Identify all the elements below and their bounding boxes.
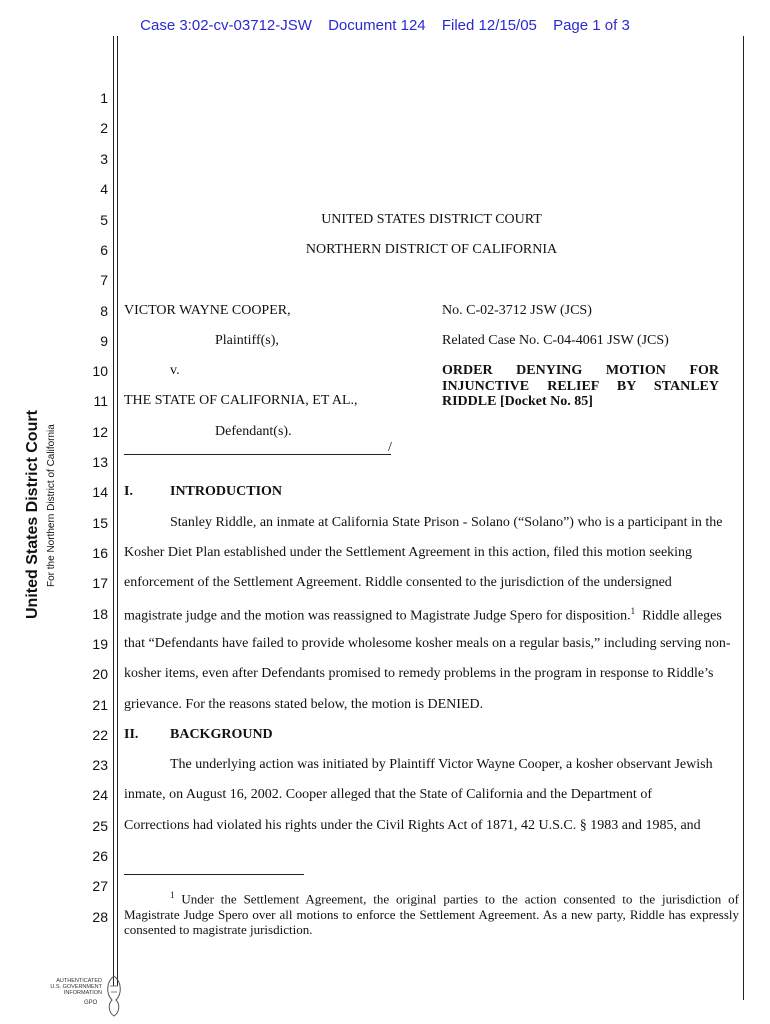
line-number: 26	[92, 848, 108, 864]
seal-line: U.S. GOVERNMENT	[50, 984, 102, 990]
line-number: 1	[100, 90, 108, 106]
court-name: UNITED STATES DISTRICT COURT	[321, 212, 542, 227]
line-number: 24	[92, 787, 108, 803]
defendant-name: THE STATE OF CALIFORNIA, ET AL.,	[124, 393, 358, 408]
line-number: 7	[100, 272, 108, 288]
seal-text	[44, 978, 102, 996]
line-number: 21	[92, 697, 108, 713]
body-line: Stanley Riddle, an inmate at California State Prison - Solano (“Solano”) who is a participant in the	[170, 515, 723, 530]
seal-mark: GPO	[84, 1000, 98, 1006]
gpo-seal	[44, 974, 126, 1018]
body-line: Kosher Diet Plan established under the Settlement Agreement in this action, filed this motion seeking	[124, 545, 693, 560]
line-number: 13	[92, 454, 108, 470]
line-number: 5	[100, 212, 108, 228]
line-number: 25	[92, 818, 108, 834]
page-indicator: Page 1 of 3	[553, 17, 630, 34]
section-number: II.	[124, 727, 139, 742]
section-title: INTRODUCTION	[170, 484, 283, 499]
caption-divider	[124, 454, 391, 455]
caption-slash: /	[388, 440, 392, 455]
line-number: 22	[92, 727, 108, 743]
sidebar-district: For the Northern District of California	[46, 424, 57, 587]
order-title: ORDER DENYING MOTION FOR INJUNCTIVE RELIEF BY STANLEY RIDDLE [Docket No. 85]	[442, 363, 719, 409]
section-title: BACKGROUND	[170, 727, 273, 742]
seal-line: AUTHENTICATED	[56, 978, 102, 984]
body-line: enforcement of the Settlement Agreement. Riddle consented to the jurisdiction of the undersigned	[124, 575, 672, 590]
plaintiff-name: VICTOR WAYNE COOPER,	[124, 303, 291, 318]
body-line	[124, 606, 739, 625]
line-number: 20	[92, 666, 108, 682]
footnote-number: 1	[170, 890, 175, 900]
court-district: NORTHERN DISTRICT OF CALIFORNIA	[305, 242, 558, 257]
footnote-ref: 1	[630, 606, 636, 616]
line-number: 11	[93, 393, 108, 409]
body-line: kosher items, even after Defendants promised to remedy problems in the program in response to Riddle’s	[124, 666, 714, 681]
footnote-divider	[124, 874, 304, 875]
body-text: Riddle alleges	[642, 608, 722, 624]
line-number: 8	[100, 303, 108, 319]
footnote	[124, 888, 739, 938]
document-number: Document 124	[328, 17, 426, 34]
related-case: Related Case No. C-04-4061 JSW (JCS)	[442, 333, 669, 348]
body-line: The underlying action was initiated by Plaintiff Victor Wayne Cooper, a kosher observant Jewish	[170, 757, 713, 772]
line-number: 15	[92, 515, 108, 531]
body-line: inmate, on August 16, 2002. Cooper alleged that the State of California and the Department of	[124, 787, 652, 802]
line-number: 16	[92, 545, 108, 561]
eagle-icon	[102, 974, 126, 1018]
body-line: grievance. For the reasons stated below, the motion is DENIED.	[124, 697, 484, 712]
left-margin-rule-inner	[117, 36, 118, 986]
line-number: 17	[92, 575, 108, 591]
line-number: 10	[92, 363, 108, 379]
versus: v.	[170, 363, 180, 378]
case-number: Case 3:02-cv-03712-JSW	[140, 17, 312, 34]
seal-line: INFORMATION	[63, 990, 102, 996]
line-number: 18	[92, 606, 108, 622]
body-line: that “Defendants have failed to provide wholesome kosher meals on a regular basis,” including serving non-	[124, 636, 731, 651]
sidebar-court-name: United States District Court	[24, 410, 41, 619]
footnote-text: Under the Settlement Agreement, the original parties to the action consented to the jurisdiction of Magistrate Judge Spero over all motions to enforce the Settlement Agreement. As a new party, Riddle has expressly consented to magistrate jurisdiction.	[124, 891, 740, 938]
body-line: Corrections had violated his rights under the Civil Rights Act of 1871, 42 U.S.C. § 1983 and 1985, and	[124, 818, 701, 833]
line-number: 9	[100, 333, 108, 349]
filed-date: Filed 12/15/05	[441, 17, 537, 34]
defendant-role: Defendant(s).	[215, 424, 292, 439]
line-number: 12	[92, 424, 108, 440]
line-number: 4	[100, 181, 108, 197]
line-number: 19	[92, 636, 108, 652]
plaintiff-role: Plaintiff(s),	[215, 333, 279, 348]
left-margin-rule	[113, 36, 114, 986]
line-number: 2	[100, 120, 108, 136]
line-number: 6	[100, 242, 108, 258]
case-number-caption: No. C-02-3712 JSW (JCS)	[442, 303, 592, 318]
line-number: 14	[92, 484, 108, 500]
body-text: magistrate judge and the motion was reassigned to Magistrate Judge Spero for disposition.	[124, 608, 631, 624]
section-number: I.	[124, 484, 133, 499]
line-number: 28	[92, 909, 108, 925]
line-number: 3	[100, 151, 108, 167]
filing-header	[0, 17, 770, 34]
line-number: 27	[92, 878, 108, 894]
line-number: 23	[92, 757, 108, 773]
